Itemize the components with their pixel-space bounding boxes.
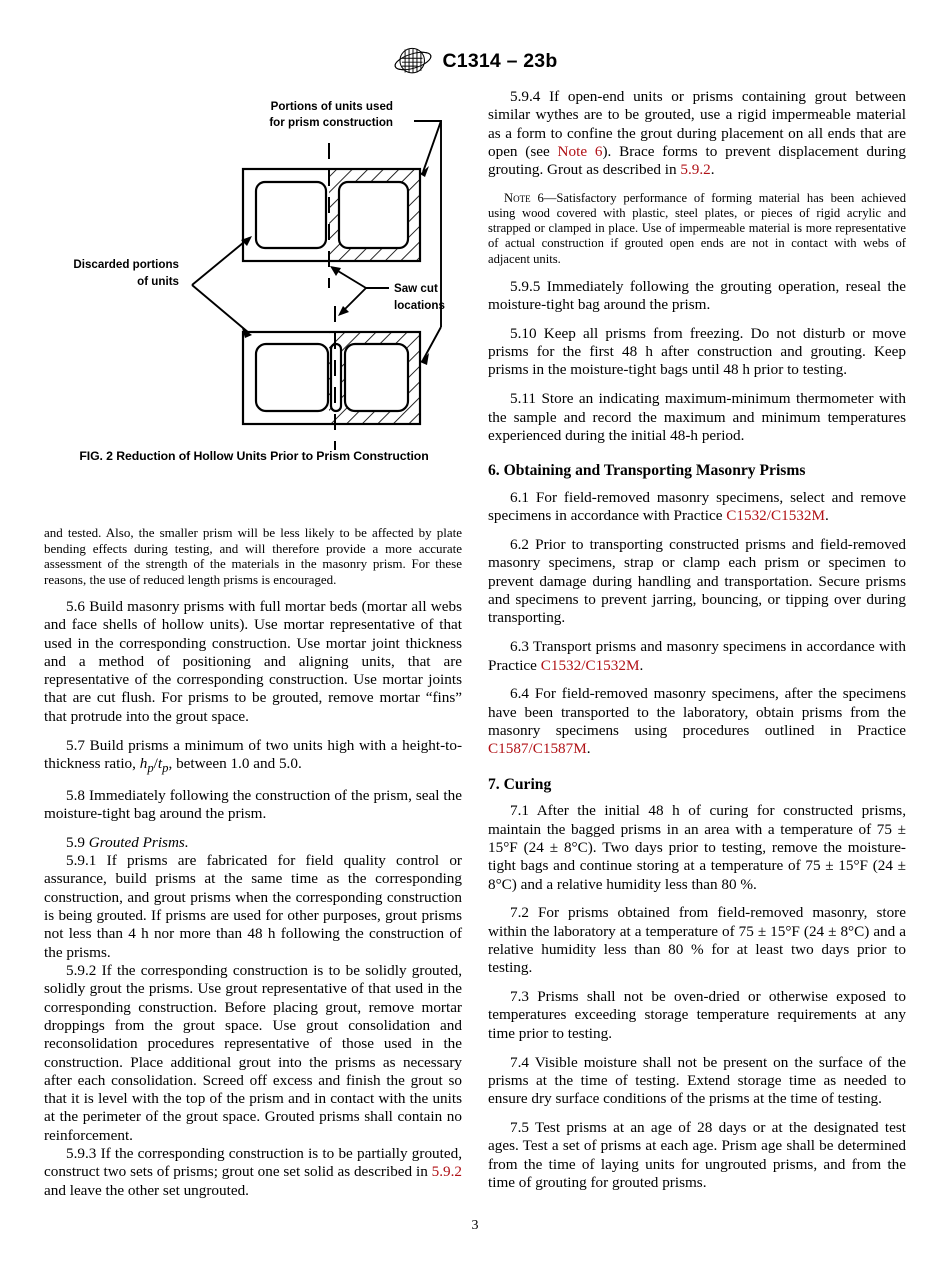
p61-text-b: .: [825, 507, 829, 525]
paragraph-6-2: 6.2 Prior to transporting constructed prisms and field-removed masonry specimens, strap or clamp each prism or specimen to prevent damage during handling and transportation. Secure prisms and specimens to prevent jarring, bouncing, or tipping over during transporting.: [488, 536, 906, 627]
astm-logo-icon: [393, 44, 433, 78]
paragraph-6-1: [488, 489, 906, 526]
paragraph-5-6: 5.6 Build masonry prisms with full mortar beds (mortar all webs and face shells of hollow units). Use mortar representative of that used in the corresponding construction. Use mortar joint thickness and a method of positioning and aligning units, that are representative of the corresponding construction. Use mortar joints that are cut flush. For prisms to be grouted, remove mortar “fins” that protrude into the grout space.: [44, 597, 462, 725]
paragraph-5-11: 5.11 Store an indicating maximum-minimum thermometer with the sample and record the maximum and minimum temperatures experienced during the initial 48-h period.: [488, 390, 906, 444]
p594-text-c: .: [710, 161, 715, 179]
paragraph-5-10: 5.10 Keep all prisms from freezing. Do not disturb or move prisms for the first 48 h after construction and grouting. Keep prisms in the moisture-tight bags until 48 h prior to testing.: [488, 324, 906, 379]
p59-title: Grouted Prisms.: [88, 833, 189, 851]
p594-text-b: ). Brace forms to prevent displacement during grouting. Grout as described in: [488, 142, 906, 179]
paragraph-6-3: [488, 638, 906, 675]
figure-label-discarded-line2: of units: [137, 275, 179, 288]
right-text-column: [488, 88, 906, 1192]
paragraph-7-3: 7.3 Prisms shall not be oven-dried or otherwise exposed to temperatures exceeding storage temperature requirements at any time prior to testing.: [488, 988, 906, 1042]
cross-reference-c1532[interactable]: C1532/C1532M: [540, 656, 640, 674]
document-designation: C1314 – 23b: [442, 49, 558, 72]
p594-text-a: 5.9.4 If open-end units or prisms containing grout between similar wythes are to be grouted, use a rigid impermeable material as a form to confine the grout during placement on all ends that are open (see: [488, 88, 906, 160]
section-heading-6: 6. Obtaining and Transporting Masonry Prisms: [488, 462, 806, 480]
symbol-t-sub: p: [162, 760, 169, 775]
page-number: 3: [471, 1218, 479, 1233]
paragraph-7-1: 7.1 After the initial 48 h of curing for constructed prisms, maintain the bagged prisms in an area with a temperature of 75 ± 15°F (24 ± 8°C). Two days prior to testing, remove the moisture-tight bags and continue storing at a temperature of 75 ± 15°F (24 ± 8°C) and a relative humidity less than 80 %.: [488, 802, 906, 893]
paragraph-5-9-4: [488, 88, 906, 180]
p57-text-a: 5.7 Build prisms a minimum of two units high with a height-to-thickness ratio,: [44, 736, 462, 772]
left-text-column: [44, 525, 462, 1200]
paragraph-5-7: [44, 737, 462, 777]
note-6-text: 6—Satisfactory performance of forming material has been achieved using wood covered with plastic, steel plates, or pieces of rigid acrylic and strapped or clamped in place. Use of impermeable material is more representative of actual construction if grouted open ends are not in contact with webs of adjacent units.: [488, 190, 906, 266]
p64-text-b: .: [586, 740, 591, 758]
figure-2-svg: [44, 88, 464, 468]
figure-label-portions-used-line2: for prism construction: [269, 116, 393, 129]
figure-label-portions-used-line1: Portions of units used: [270, 100, 393, 113]
figure-label-discarded-line1: Discarded portions: [73, 258, 179, 271]
note-6-label: Note: [504, 190, 531, 205]
note-6: [488, 191, 906, 267]
paragraph-6-4: [488, 685, 906, 758]
cross-reference-c1532[interactable]: C1532/C1532M: [726, 507, 825, 525]
symbol-h: h: [139, 754, 148, 772]
cross-reference-c1587[interactable]: C1587/C1587M: [488, 740, 587, 758]
p61-text-a: 6.1 For field-removed masonry specimens, select and remove specimens in accordance with Practice: [488, 489, 906, 525]
symbol-t: t: [157, 754, 163, 772]
figure-label-sawcut-line2: locations: [394, 299, 445, 312]
paragraph-7-2: 7.2 For prisms obtained from field-removed masonry, store within the laboratory at a temperature of 75 ± 15°F (24 ± 8°C) and a relative humidity less than 80 % for at least two days prior to testing.: [488, 904, 906, 977]
page-header: [0, 44, 950, 78]
paragraph-5-9-heading: [44, 834, 462, 852]
figure-2-caption: FIG. 2 Reduction of Hollow Units Prior to Prism Construction: [79, 449, 429, 463]
paragraph-continuation: and tested. Also, the smaller prism will be less likely to be affected by plate bending effects during testing, and will therefore provide a more accurate assessment of the strength of the materials in the masonry prism. For these reasons, the use of reduced length prisms is encouraged.: [44, 525, 462, 587]
cross-reference-note-6[interactable]: Note 6: [557, 142, 603, 160]
p63-text-b: .: [639, 656, 644, 674]
figure-label-sawcut-line1: Saw cut: [394, 282, 438, 295]
cross-reference-5-9-2[interactable]: 5.9.2: [680, 161, 711, 179]
section-heading-7: 7. Curing: [488, 775, 552, 793]
paragraph-5-9-2: 5.9.2 If the corresponding construction is to be solidly grouted, solidly grout the prisms. Use grout representative of that used in the corresponding construction. Before placing grout, remove mortar droppings from the grout space. Use grout consolidation and reconsolidation procedures representative of those used in the construction. Place additional grout into the prisms as necessary after each consolidation. Screed off excess and finish the grout so that it is level with the top of the prism and in contact with the units at the perimeter of the grout space. Grouted prisms shall contain no reinforcement.: [44, 961, 462, 1144]
paragraph-7-5: 7.5 Test prisms at an age of 28 days or at the designated test ages. Test a set of prisms at each age. Prism age shall be determined from the time of laying units for ungrouted prisms, and from the time of grouting for grouted prisms.: [488, 1119, 906, 1191]
paragraph-5-9-1: 5.9.1 If prisms are fabricated for field quality control or assurance, build prisms at the same time as the corresponding construction, and grout prisms when the corresponding construction is being grouted. If prisms are used for other purposes, grout prisms not less than 4 h nor more than 48 h following the construction of the prisms.: [44, 852, 462, 961]
p63-text-a: 6.3 Transport prisms and masonry specimens in accordance with Practice: [488, 638, 906, 674]
figure-2-diagram: [44, 88, 464, 468]
p59-number: 5.9: [66, 833, 89, 851]
paragraph-5-8: 5.8 Immediately following the construction of the prism, seal the moisture-tight bag around the prism.: [44, 786, 462, 822]
p57-text-b: , between 1.0 and 5.0.: [168, 754, 302, 772]
symbol-slash: /: [153, 754, 158, 772]
symbol-h-sub: p: [147, 760, 154, 775]
paragraph-7-4: 7.4 Visible moisture shall not be present on the surface of the prisms at the time of testing. Extend storage time as needed to ensure dry surface conditions of the prisms at the time of testing.: [488, 1053, 906, 1108]
p593-text-a: 5.9.3 If the corresponding construction is to be partially grouted, construct two sets of prisms; grout one set solid as described in: [44, 1145, 462, 1181]
p593-text-b: and leave the other set ungrouted.: [44, 1181, 249, 1199]
p64-text-a: 6.4 For field-removed masonry specimens, after the specimens have been transported to the laboratory, obtain prisms from the masonry specimens using procedures outlined in Practice: [488, 685, 906, 739]
cross-reference-5-9-2[interactable]: 5.9.2: [431, 1163, 462, 1181]
paragraph-5-9-3: [44, 1145, 462, 1200]
paragraph-5-9-5: 5.9.5 Immediately following the grouting operation, reseal the moisture-tight bag around the prism.: [488, 277, 906, 314]
